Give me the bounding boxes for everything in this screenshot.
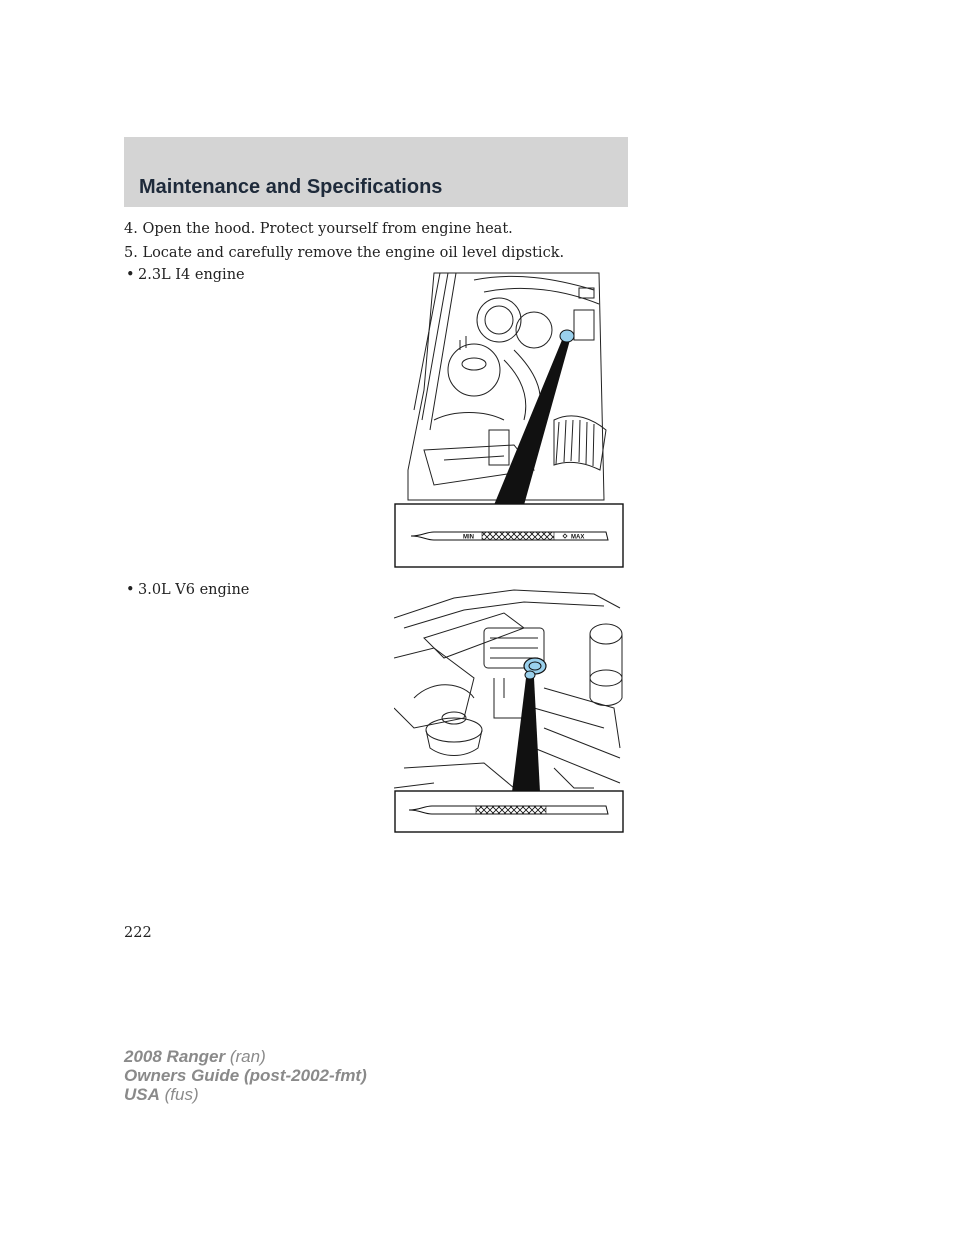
engine-label-v6: 3.0L V6 engine — [138, 582, 250, 598]
engine-label-i4: 2.3L I4 engine — [138, 267, 245, 283]
footer-line-1 — [124, 1047, 367, 1066]
engine-i4-illustration — [394, 270, 626, 570]
footer-line-3 — [124, 1085, 367, 1104]
page-number: 222 — [124, 925, 152, 941]
bullet-dot: • — [126, 582, 135, 598]
bullet-item-i4 — [126, 267, 245, 283]
step-4-text: 4. Open the hood. Protect yourself from engine heat. — [124, 221, 513, 237]
document-footer — [124, 1047, 367, 1104]
footer-region: USA — [124, 1085, 160, 1104]
bullet-dot: • — [126, 267, 135, 283]
footer-guide: Owners Guide (post-2002-fmt) — [124, 1066, 367, 1085]
dipstick-max-label: MAX — [571, 534, 585, 541]
step-5-text: 5. Locate and carefully remove the engine oil level dipstick. — [124, 245, 565, 261]
footer-model: 2008 Ranger — [124, 1047, 226, 1066]
footer-region-code: (fus) — [164, 1085, 199, 1104]
bullet-item-v6 — [126, 582, 249, 598]
dipstick-min-label: MIN — [463, 534, 474, 541]
engine-v6-illustration — [394, 588, 626, 836]
footer-model-code: (ran) — [229, 1047, 266, 1066]
section-title: Maintenance and Specifications — [139, 176, 443, 198]
footer-line-2 — [124, 1066, 367, 1085]
